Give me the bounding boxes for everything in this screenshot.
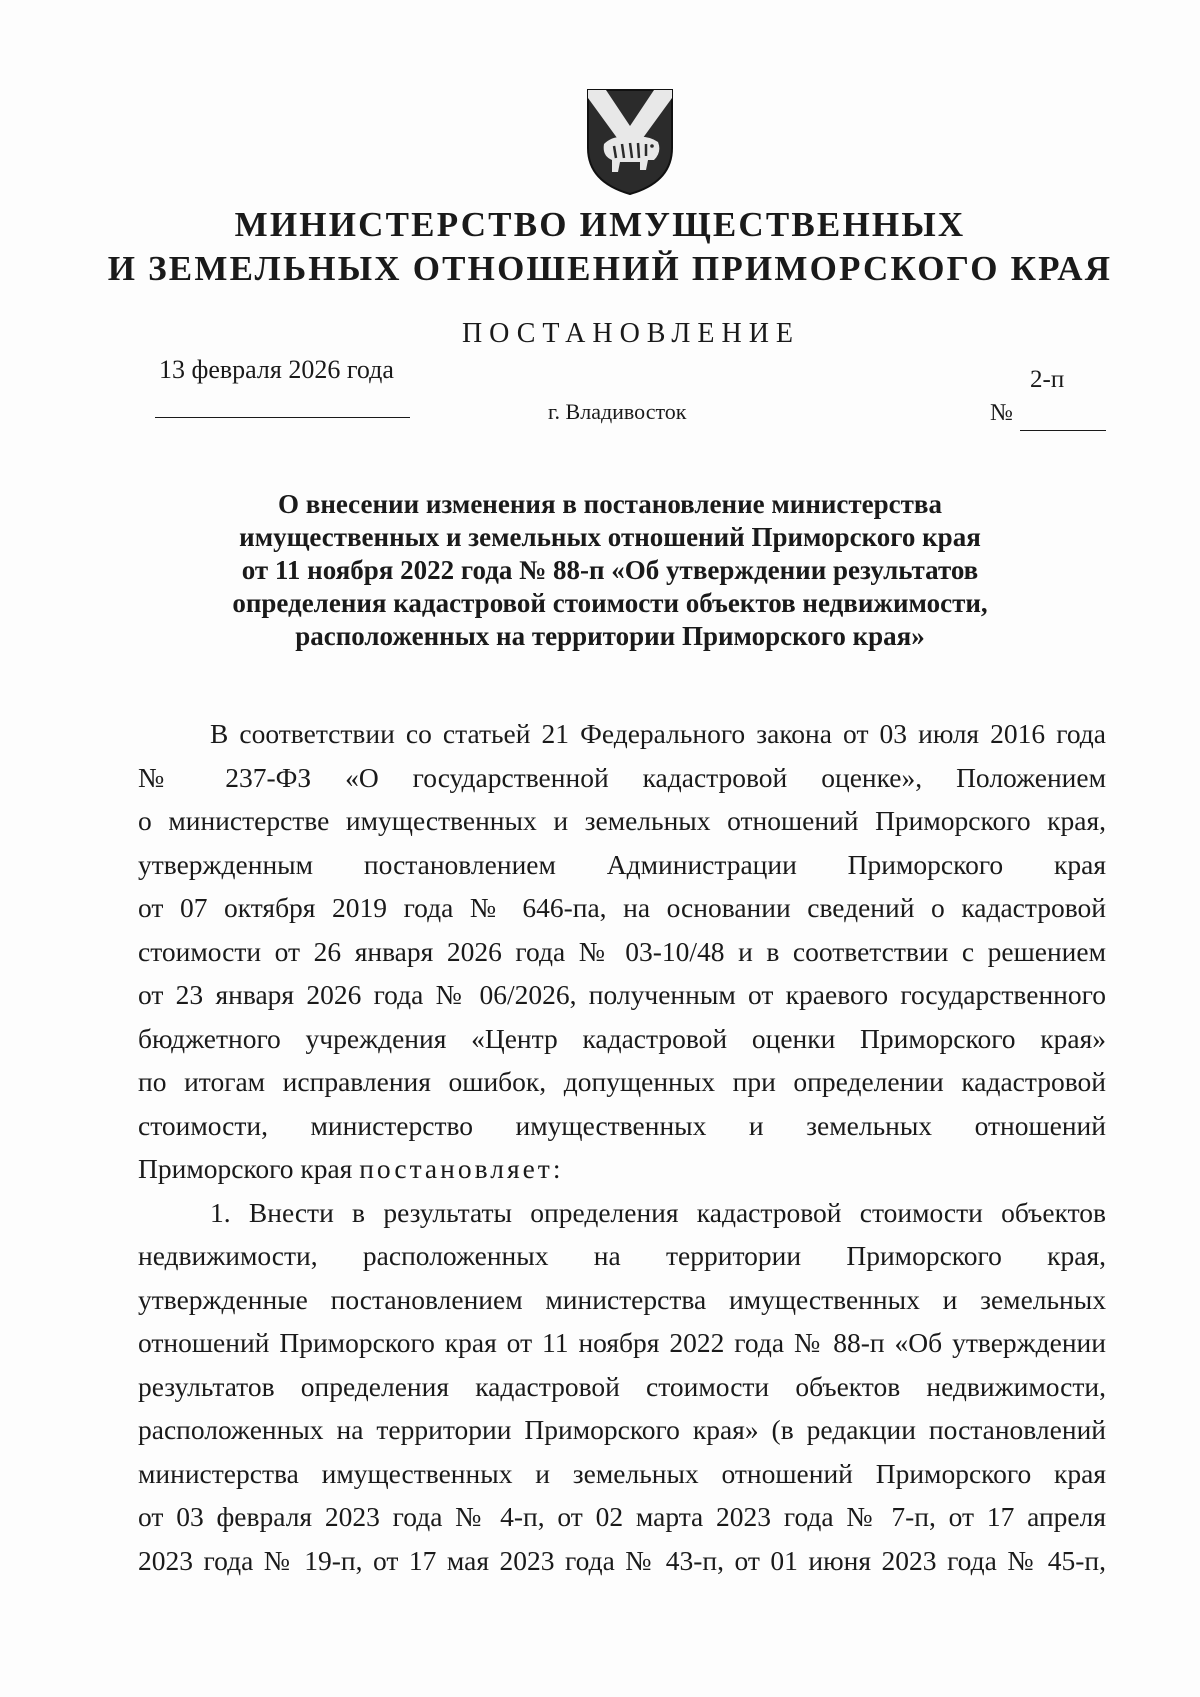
preamble-end: Приморского края [138,1153,353,1184]
document-title [180,488,1040,653]
document-body [138,712,1106,1582]
body-line: бюджетного учреждения «Центр кадастровой оценки Приморского края» [138,1022,1106,1054]
title-line: от 11 ноября 2022 года № 88-п «Об утверждении результатов [241,555,979,585]
preamble-paragraph [138,712,1106,1191]
number-label: № [990,400,1013,426]
body-line: о министерстве имущественных и земельных отношений Приморского края, [138,805,1106,836]
resolves-word: постановляет: [359,1153,564,1184]
body-line: 1. Внести в результаты определения кадастровой стоимости объектов [210,1196,1106,1228]
number-underline [1020,430,1106,431]
body-line: недвижимости, расположенных на территории Приморского края, [138,1240,1106,1271]
body-line: 2023 года № 19-п, от 17 мая 2023 года № 43-п, от 01 июня 2023 года № 45-п, [138,1544,1106,1576]
body-line: стоимости, министерство имущественных и земельных отношений [138,1109,1106,1141]
primorsky-krai-coat-of-arms-icon [584,86,676,198]
body-line: В соответствии со статьей 21 Федерального закона от 03 июля 2016 года [210,718,1106,749]
body-line: утвержденным постановлением Администрации Приморского края [138,848,1106,880]
document-city: г. Владивосток [548,399,687,424]
document-date: 13 февраля 2026 года [159,355,394,384]
date-underline [155,417,410,418]
ministry-name-line2: И ЗЕМЕЛЬНЫХ ОТНОШЕНИЙ ПРИМОРСКОГО КРАЯ [107,249,1113,288]
item-1-paragraph [138,1191,1106,1583]
body-line: № 237-ФЗ «О государственной кадастровой оценке», Положением [138,761,1106,793]
body-line: по итогам исправления ошибок, допущенных при определении кадастровой [138,1066,1106,1097]
body-line: расположенных на территории Приморского края» (в редакции постановлений [138,1414,1106,1445]
ministry-name-line1: МИНИСТЕРСТВО ИМУЩЕСТВЕННЫХ [234,205,966,244]
body-line: от 23 января 2026 года № 06/2026, полученным от краевого государственного [138,979,1106,1010]
body-line: от 03 февраля 2023 года № 4-п, от 02 марта 2023 года № 7-п, от 17 апреля [138,1501,1106,1532]
title-line: определения кадастровой стоимости объектов недвижимости, [232,588,988,618]
body-line: утвержденные постановлением министерства имущественных и земельных [138,1283,1106,1315]
title-line: имущественных и земельных отношений Приморского края [239,522,981,552]
document-number: 2-п [1030,366,1065,393]
title-line: расположенных на территории Приморского края» [295,621,925,651]
body-line [138,1147,1106,1191]
body-line: стоимости от 26 января 2026 года № 03-10/48 и в соответствии с решением [138,935,1106,967]
body-line: министерства имущественных и земельных отношений Приморского края [138,1457,1106,1489]
body-line: отношений Приморского края от 11 ноября 2022 года № 88-п «Об утверждении [138,1327,1106,1358]
body-line: результатов определения кадастровой стоимости объектов недвижимости, [138,1370,1106,1402]
title-line: О внесении изменения в постановление министерства [277,489,943,519]
document-type: ПОСТАНОВЛЕНИЕ [461,318,801,349]
ministry-name [0,203,1200,291]
body-line: от 07 октября 2019 года № 646-па, на основании сведений о кадастровой [138,892,1106,923]
